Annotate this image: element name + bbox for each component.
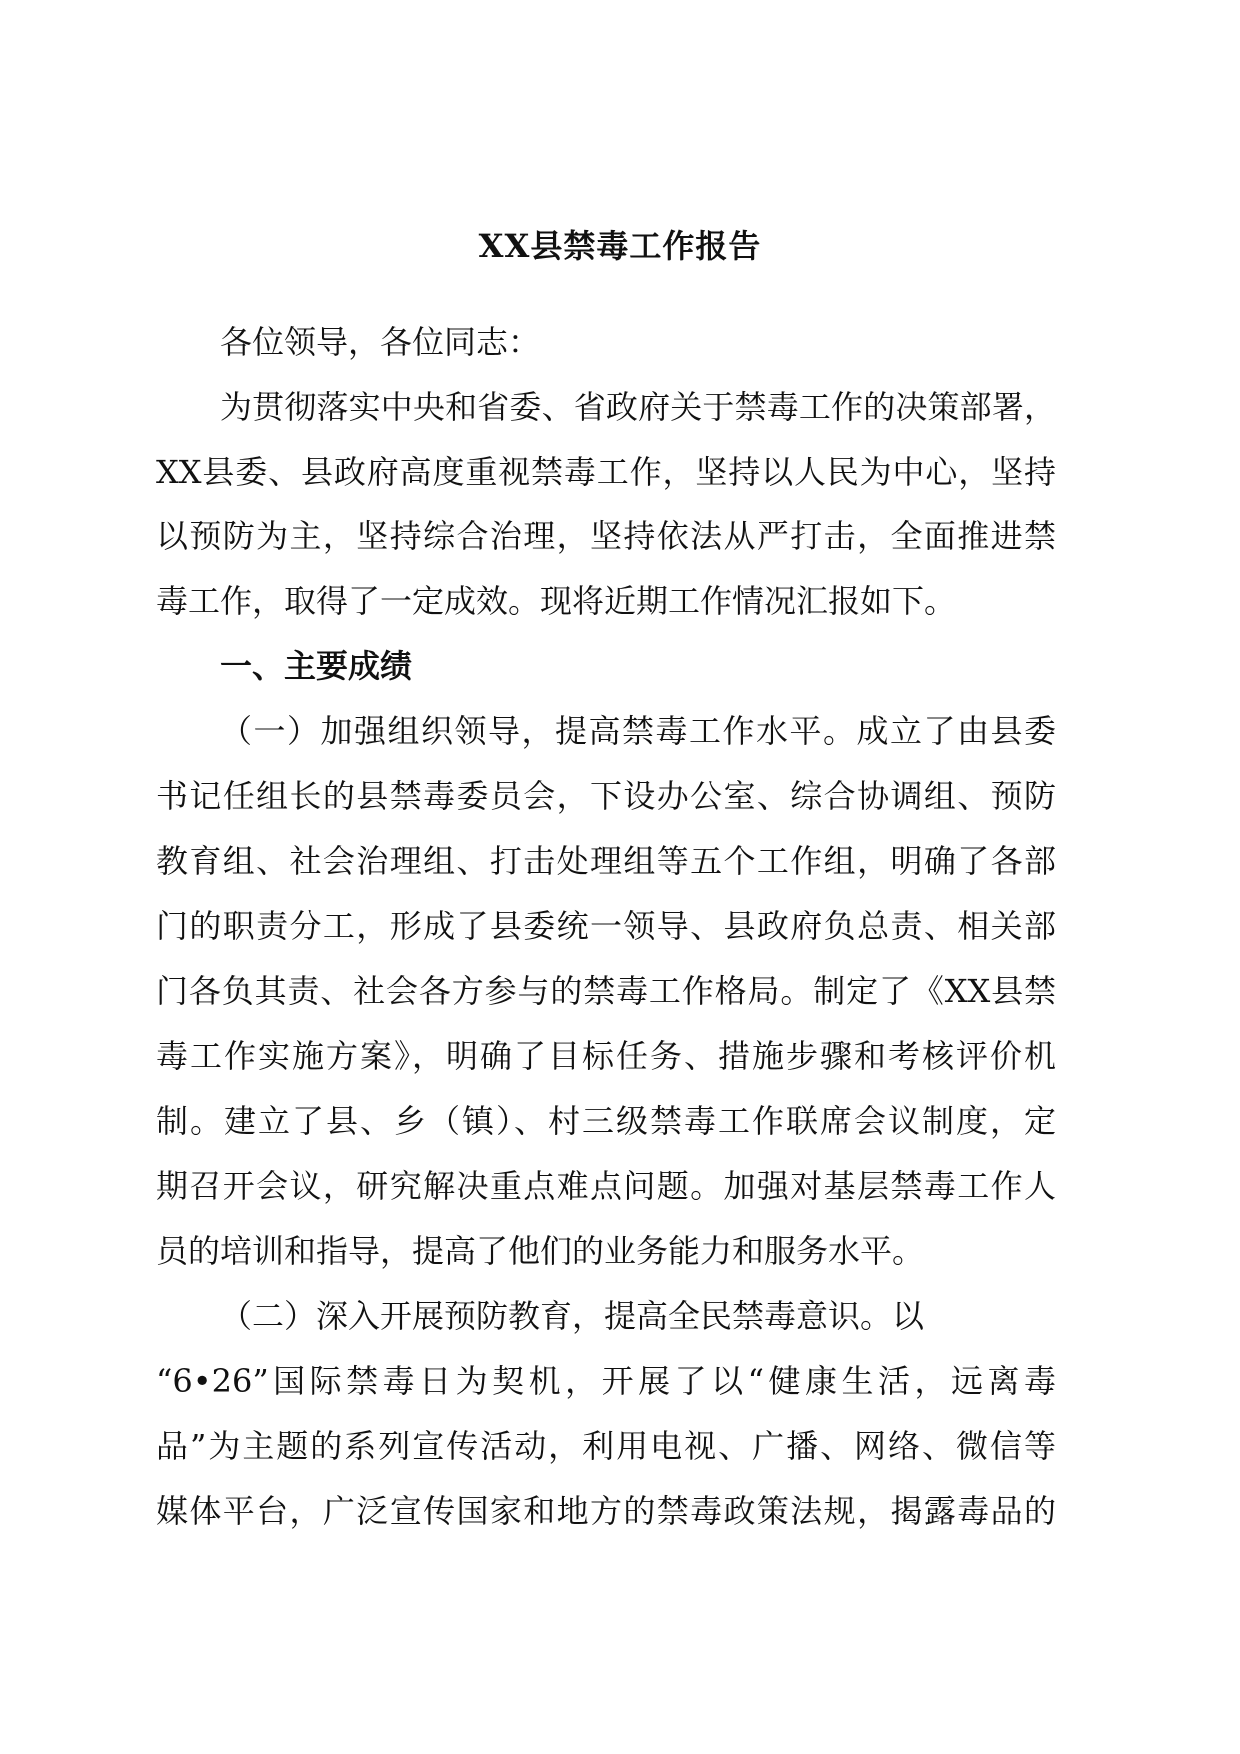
- para1-line-1: （一）加强组织领导，提高禁毒工作水平。成立了由县委: [220, 712, 1056, 750]
- para1-line-2: 书记任组长的县禁毒委员会，下设办公室、综合协调组、预防: [156, 777, 1056, 815]
- para2-line-4: 媒体平台，广泛宣传国家和地方的禁毒政策法规，揭露毒品的: [156, 1492, 1056, 1530]
- intro-line-1: 为贯彻落实中央和省委、省政府关于禁毒工作的决策部署，: [220, 388, 1056, 426]
- document-title: XX县禁毒工作报告: [478, 227, 762, 265]
- para1-line-8: 期召开会议，研究解决重点难点问题。加强对基层禁毒工作人: [156, 1167, 1056, 1205]
- para1-line-6: 毒工作实施方案》，明确了目标任务、措施步骤和考核评价机: [156, 1037, 1056, 1075]
- para2-line-2: “6•26”国际禁毒日为契机，开展了以“健康生活，远离毒: [156, 1362, 1056, 1400]
- intro-line-4: 毒工作，取得了一定成效。现将近期工作情况汇报如下。: [156, 582, 957, 620]
- intro-line-3: 以预防为主，坚持综合治理，坚持依法从严打击，全面推进禁: [156, 517, 1056, 555]
- para1-line-5: 门各负其责、社会各方参与的禁毒工作格局。制定了《XX县禁: [156, 972, 1056, 1010]
- para1-line-3: 教育组、社会治理组、打击处理组等五个工作组，明确了各部: [156, 842, 1056, 880]
- salutation: 各位领导，各位同志：: [220, 323, 541, 361]
- para1-line-9: 员的培训和指导，提高了他们的业务能力和服务水平。: [156, 1232, 925, 1270]
- section-heading-main-achievements: 一、主要成绩: [220, 647, 413, 685]
- para2-line-3: 品”为主题的系列宣传活动，利用电视、广播、网络、微信等: [156, 1427, 1056, 1465]
- para1-line-4: 门的职责分工，形成了县委统一领导、县政府负总责、相关部: [156, 907, 1056, 945]
- para2-line-1: （二）深入开展预防教育，提高全民禁毒意识。以: [220, 1297, 925, 1335]
- intro-line-2: XX县委、县政府高度重视禁毒工作，坚持以人民为中心，坚持: [156, 453, 1056, 491]
- para1-line-7: 制。建立了县、乡（镇）、村三级禁毒工作联席会议制度，定: [156, 1102, 1056, 1140]
